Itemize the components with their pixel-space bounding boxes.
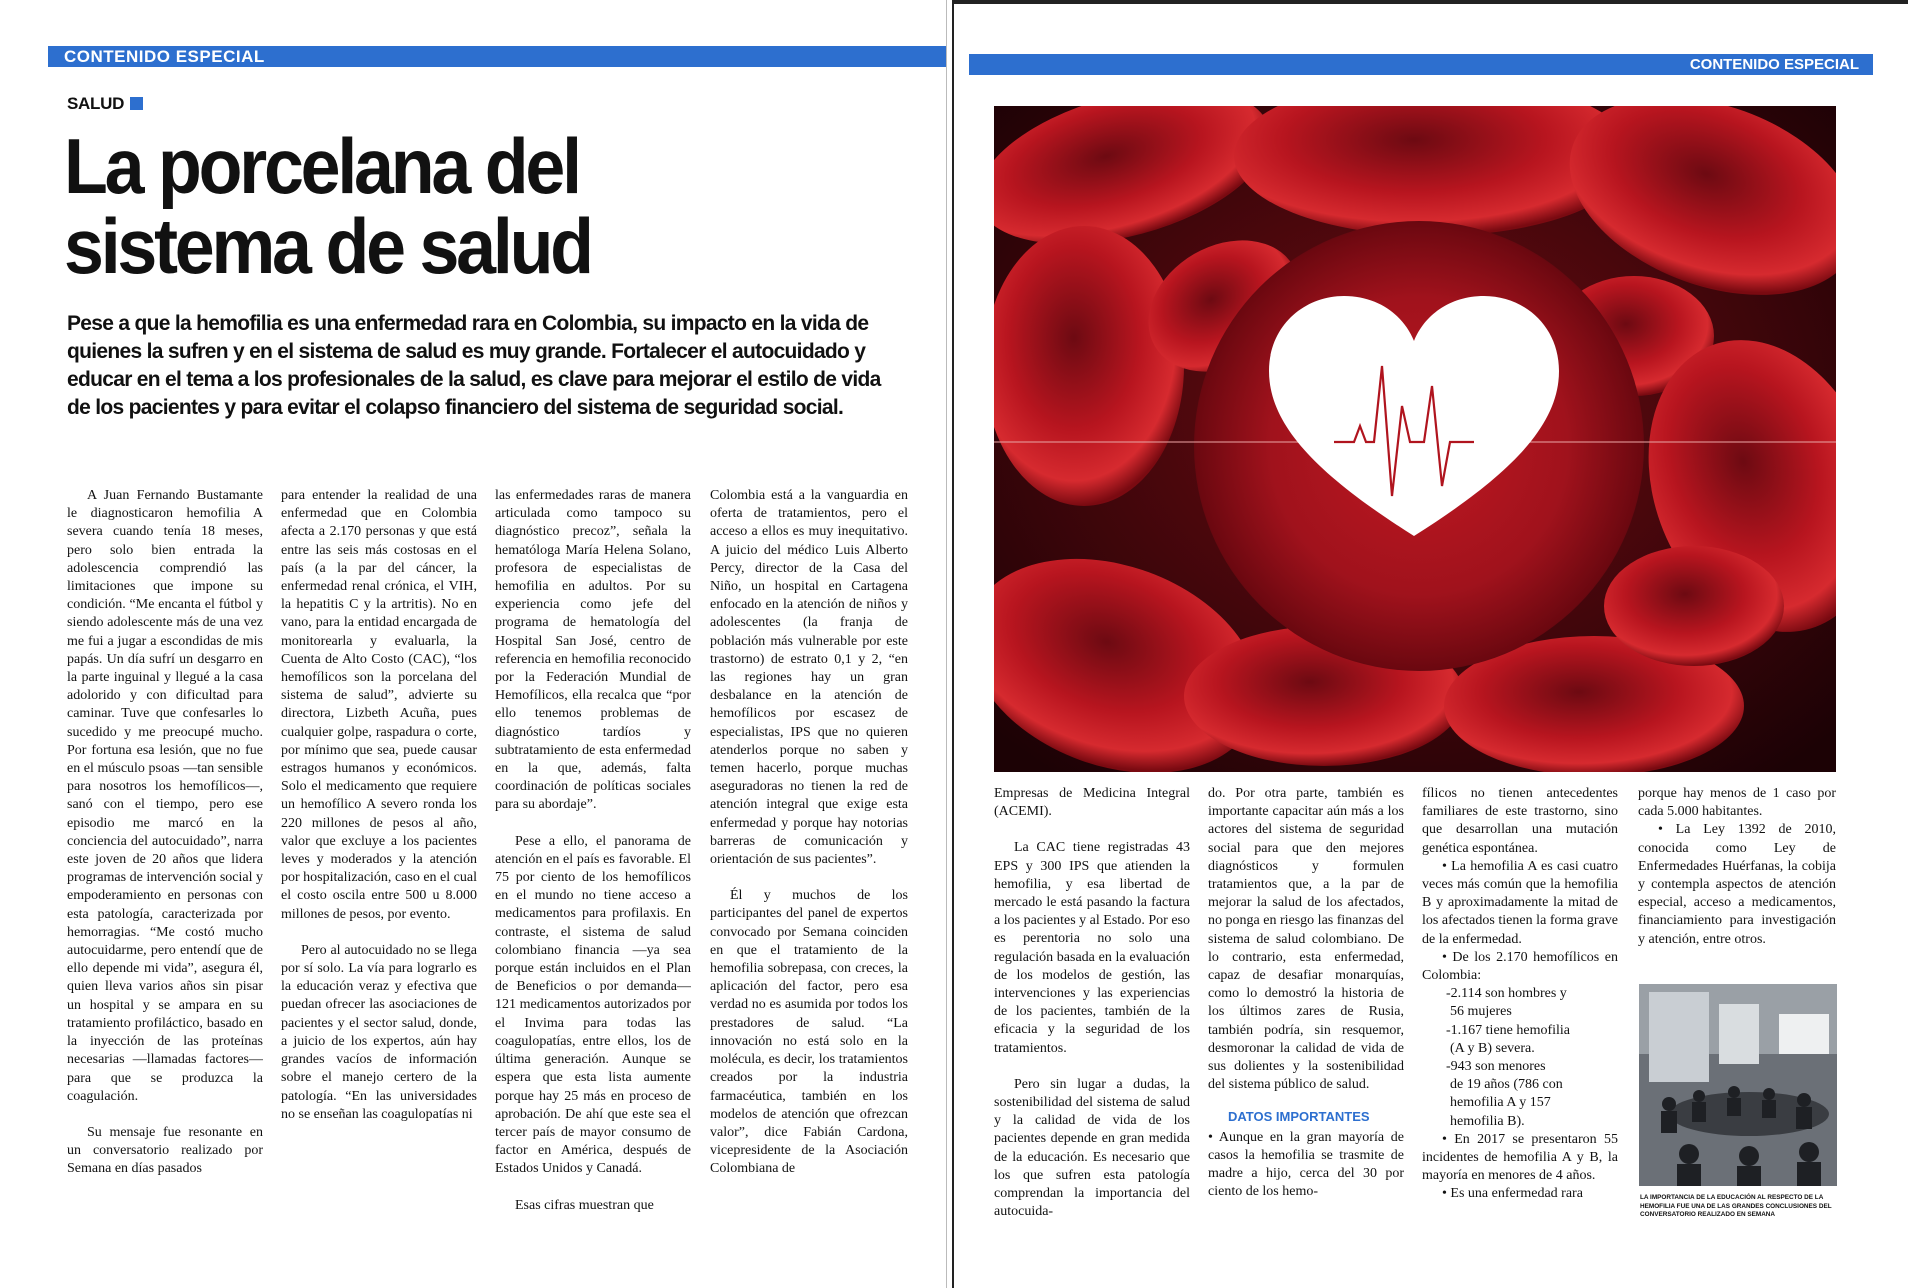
right-page <box>952 0 1908 1288</box>
title-line-2: sistema de salud <box>64 202 591 290</box>
article-column-7 <box>1422 785 1618 1225</box>
paragraph: Empresas de Medicina Integral (ACEMI). <box>994 786 1190 820</box>
fact-subitem: hemofilia B). <box>1450 1113 1525 1129</box>
article-dek: Pese a que la hemofilia es una enfermedad rara en Colombia, su impacto en la vida de quienes la sufren y en el sistema de salud es muy grande. Fortalecer el autocuidado y educar en el tema a los profesionales de la salud, es clave para mejorar el estilo de vida de los pacientes y para evitar el colapso financiero del sistema de seguridad social. <box>67 312 881 419</box>
paragraph: do. Por otra parte, también es importante capacitar aún más a los actores del sistema de seguridad social para que den mejores diagnósticos y formulen tratamientos que, a la par de mejorar la salud de los afectados, no ponga en riesgo las finanzas del sistema de salud colombiano. De lo contrario, esta enfermedad, capaz de desafiar monarquías, como lo demostró la historia de los últimos zares de Rusia, también podría, sin resquemor, desmoronar la calidad de vida de sus dolientes y la sostenibilidad del sistema público de salud. <box>1208 786 1404 1093</box>
photo-caption: LA IMPORTANCIA DE LA EDUCACIÓN AL RESPECTO DE LA HEMOFILIA FUE UNA DE LAS GRANDES CONCLUSIONES DEL CONVERSATORIO REALIZADO EN SEMANA <box>1640 1194 1832 1218</box>
paragraph: Colombia está a la vanguardia en oferta de tratamientos, pero el acceso a ellos es muy inequitativo. A juicio del médico Luis Alberto Percy, director de la Casa del Niño, un hospital en Cartagena enfocado en la atención de niños y adolescentes (la franja de población más vulnerable por este trastorno) de estrato 0,1 y 2, “en las regiones hay un gran desbalance en la atención de hemofílicos por escasez de especialistas, IPS que no quieren atenderlos porque no saben y temen hacerlo, porque muchas aseguradoras no tienen la red de atención integral que exige esta enfermedad y porque hay notorias barreras de comunicación y orientación de sus pacientes”. <box>710 488 908 868</box>
fact-subitem: 56 mujeres <box>1450 1004 1512 1020</box>
content-band-right <box>969 54 1873 75</box>
fact-item: • La hemofilia A es casi cuatro veces más común que la hemofilia B y aproximadamente la mitad de los afectados tienen la forma grave de la enfermedad. <box>1422 858 1618 947</box>
article-column-5 <box>994 785 1190 1225</box>
article-column-8 <box>1638 785 1836 975</box>
article-title <box>64 122 818 290</box>
fact-item: fílicos no tienen antecedentes familiares de este trastorno, sino que desarrollan una mutación genética espontánea. <box>1422 786 1618 856</box>
article-column-6 <box>1208 785 1404 1225</box>
meeting-photo <box>1639 984 1837 1186</box>
blood-cells-heart-image <box>994 106 1836 772</box>
content-band-left <box>48 46 948 67</box>
article-column-2 <box>281 487 477 1217</box>
paragraph: para entender la realidad de una enfermedad que en Colombia afecta a 2.170 personas y que está entre las seis más costosas en el país (a la par del cáncer, la enfermedad renal crónica, el VIH, la hepatitis C y la artritis). No en vano, para la entidad encargada de monitorearla y evaluarla, la Cuenta de Alto Costo (CAC), “los hemofílicos son la porcelana del sistema de salud”, advierte su directora, Lizbeth Acuña, pues cualquier golpe, raspadura o corte, por mínimo que sea, puede causar estragos humanos y económicos. Solo el medicamento que requiere un hemofílico A severo ronda los 220 millones de pesos al año, valor que excluye a los pacientes leves y moderados y la atención por hospitalización, caso en el cual el costo oscila entre 500 u 8.000 millones de pesos, por evento. <box>281 488 477 922</box>
paragraph: La CAC tiene registradas 43 EPS y 300 IPS que atienden la hemofilia, y esa libertad de mercado le está pasando la factura a los pacientes y al Estado. Por eso es perentoria no solo una regulación basada en la evaluación de los modelos de gestión, las intervenciones y las experiencias de los pacientes, también de la eficacia y la seguridad de los tratamientos. <box>994 840 1190 1056</box>
paragraph: Él y muchos de los participantes del panel de expertos convocado por Semana coinciden en que el tratamiento de la hemofilia sobrepasa, con creces, la aplicación del factor, pero esa verdad no es asumida por todos los prestadores de salud. “La innovación no está solo en la molécula, es decir, los tratamientos creados por la industria farmacéutica, también en los modelos de atención que ofrezcan valor”, dice Fabián Cardona, vicepresidente de la Asociación Colombiana de <box>710 888 908 1177</box>
fact-item: • Aunque en la gran mayoría de casos la hemofilia se trasmite de madre a hijo, cerca del 30 por ciento de los hemo- <box>1208 1129 1404 1200</box>
section-square-icon <box>130 97 143 110</box>
article-column-4 <box>710 487 908 1217</box>
band-label: CONTENIDO ESPECIAL <box>1689 56 1859 73</box>
article-column-1 <box>67 487 263 1217</box>
fact-subitem: -2.114 son hombres y <box>1446 986 1567 1002</box>
paragraph: Pero al autocuidado no se llega por sí solo. La vía para lograrlo es la educación veraz y efectiva que puedan ofrecer las asociaciones de pacientes y el sector salud, donde, a juicio de los expertos, aún hay grandes vacíos de información sobre el manejo certero de la patología. “En las universidades no se enseñan las coagulopatías ni <box>281 942 477 1122</box>
fact-subitem: -943 son menores <box>1446 1059 1546 1075</box>
title-line-1: La porcelana del <box>64 122 579 210</box>
facts-heading: DATOS IMPORTANTES <box>1228 1109 1370 1125</box>
fact-subitem: -1.167 tiene hemofilia <box>1446 1022 1571 1038</box>
fact-item: • De los 2.170 hemofílicos en Colombia: <box>1422 949 1618 984</box>
fact-item: • La Ley 1392 de 2010, conocida como Ley de Enfermedades Huérfanas, la cobija y contempla aspectos de atención especial, acceso a medicamentos, financiamiento para investigación y atención, entre otros. <box>1638 822 1836 947</box>
left-page <box>0 0 948 1288</box>
fact-item: • En 2017 se presentaron 55 incidentes de hemofilia A y B, la mayoría en menores de 4 años. <box>1422 1131 1618 1184</box>
fact-subitem: (A y B) severa. <box>1450 1040 1535 1056</box>
paragraph: A Juan Fernando Bustamante le diagnosticaron hemofilia A severa cuando tenía 18 meses, pero solo bien entrada la adolescencia comprendió las limitaciones que impone su condición. “Me encanta el fútbol y siendo adolescente más de una vez me fui a jugar a escondidas de mis papás. Un día sufrí un desgarro en la parte inguinal y llegué a la casa adolorido y con dificultad para caminar. Tuve que confesarles lo sucedido y me preocupé mucho. Por fortuna esa lesión, que no fue en el músculo psoas —tan sensible para nosotros los hemofílicos—, sanó con el tiempo, pero ese episodio me marcó en la conciencia del autocuidado”, narra este joven de 20 años que lidera programas de intervención social y empoderamiento en personas con esta patología, caracterizada por hemorragias. “Me costó mucho autocuidarme, pero entendí que de ello depende mi vida”, asegura él, quien lleva varios años sin pisar un hospital y se ampara en su tratamiento profiláctico, basado en la inyección de las proteínas necesarias —llamadas factores— para que se produzca la coagulación. <box>67 488 263 1104</box>
paragraph: Esas cifras muestran que <box>515 1197 654 1213</box>
paragraph: Pero sin lugar a dudas, la sostenibilidad del sistema de salud y la calidad de vida de los pacientes depende en gran medida de la educación. Es necesario que los que sufren esta patología comprendan la importancia del autocuida- <box>994 1076 1190 1220</box>
fact-item: porque hay menos de 1 caso por cada 5.000 habitantes. <box>1638 786 1836 820</box>
paragraph: Su mensaje fue resonante en un conversatorio realizado por Semana en días pasados <box>67 1124 263 1177</box>
paragraph: las enfermedades raras de manera articulada como tampoco su diagnóstico precoz”, señala la hematóloga María Helena Solano, profesora de especialistas de hemofilia en adultos. Por su experiencia como jefe del programa de hematología del Hospital San José, centro de referencia en hemofilia reconocido por la Federación Mundial de Hemofílicos, ella recalca que “por ello tenemos problemas de diagnóstico tardíos y subtratamiento de esta enfermedad en la que, además, falta coordinación de políticas sociales para su abordaje”. <box>495 488 691 813</box>
conversatorio-photo <box>1639 984 1837 1186</box>
hero-illustration <box>994 106 1836 772</box>
band-label: CONTENIDO ESPECIAL <box>64 47 265 66</box>
fact-item: • Es una enfermedad rara <box>1442 1186 1583 1202</box>
section-label: SALUD <box>67 94 143 114</box>
article-column-3 <box>495 487 691 1217</box>
fact-subitem: hemofilia A y 157 <box>1450 1095 1551 1111</box>
fact-subitem: de 19 años (786 con <box>1450 1077 1563 1093</box>
paragraph: Pese a ello, el panorama de atención en el país es favorable. El 75 por ciento de los hemofílicos en el mundo no tiene acceso a medicamentos para profilaxis. En contraste, el sistema de salud colombiano financia —ya sea porque están incluidos en el Plan de Beneficios o por demanda— 121 medicamentos autorizados por el Invima para todas las coagulopatías, entre ellos, los de última generación. Aunque se espera que esta lista aumente porque hay 25 más en proceso de aprobación. De ahí que este sea el tercer país de mayor consumo de factor en América, después de Estados Unidos y Canadá. <box>495 833 691 1177</box>
